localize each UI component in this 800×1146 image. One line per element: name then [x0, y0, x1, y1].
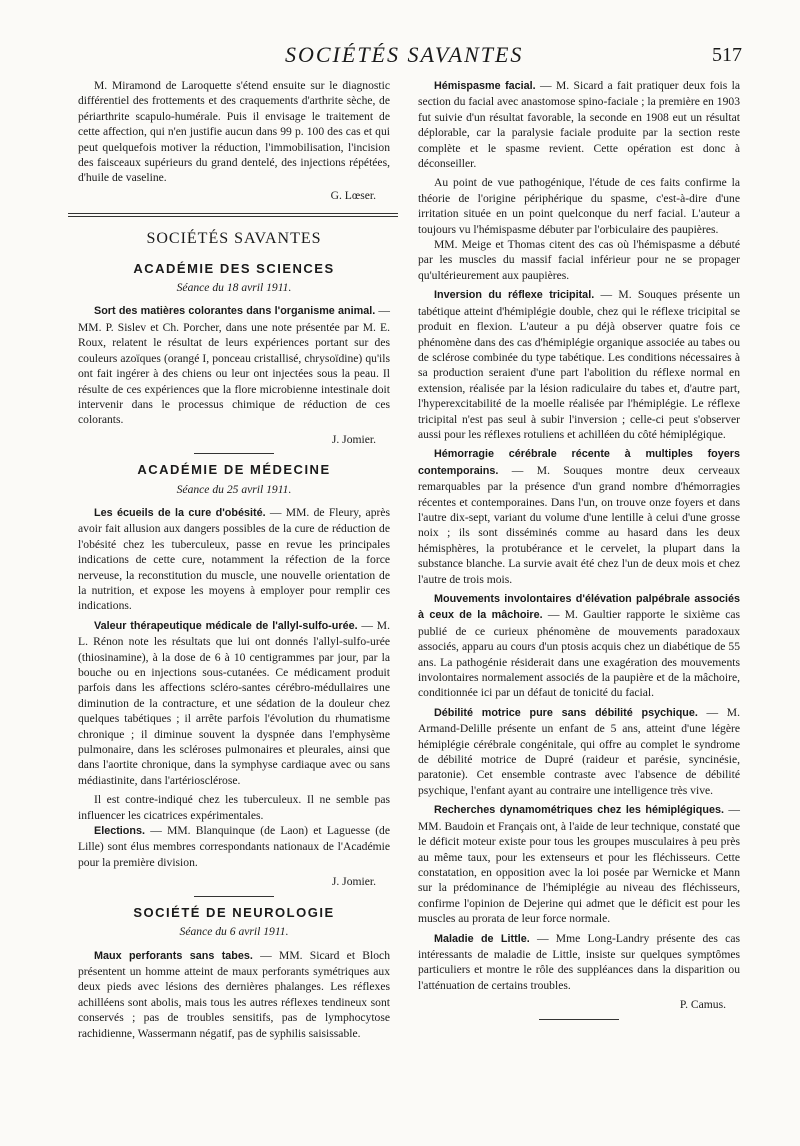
seance-date: Séance du 18 avril 1911. [176, 281, 292, 295]
article-lead: Les écueils de la cure d'obésité. [94, 506, 266, 519]
article-lead: Inversion du réflexe tricipital. [434, 289, 595, 302]
right-column [418, 78, 740, 1028]
running-title: SOCIÉTÉS SAVANTES [285, 42, 524, 67]
article-item [78, 303, 390, 427]
seance-date: Séance du 25 avril 1911. [176, 482, 292, 496]
article-item [418, 78, 740, 171]
page-number: 517 [712, 44, 742, 66]
seance-date: Séance du 6 avril 1911. [179, 925, 289, 939]
article-item [78, 618, 390, 788]
article-text: — M. Souques présente un tabétique atteint d'hémiplégie double, chez qui le réflexe tricipital se produit en flexion. L'auteur a pu déjà observer quatre fois ce phénomène dans des cas d'hémiplégie organique associée au tabes ou de sclérose combinée du type tabétique. Les conditions nécessaires à sa production seraient d'une part l'abolition du réflexe normal en extension, réalisée par la lésion radiculaire du tabes et, d'autre part, l'hyperexcitabilité de la moelle réalisée par l'hémiplégie. Le réflexe tricipital n'est pas seul à subir l'inversion ; celle-ci peut s'observer aussi pour les réflexes rotuliens et achilléen du côté hémiplégique. [418, 288, 740, 441]
signature: J. Jomier. [331, 432, 376, 446]
article-item [418, 705, 740, 798]
article-item [418, 287, 740, 442]
article-lead: Mouvements involontaires d'élévation palpébrale associés à ceux de la mâchoire. [418, 593, 740, 622]
article-lead: Maux perforants sans tabes. [94, 949, 253, 962]
article-text: — Mme Long-Landry présente des cas intéressants de maladie de Little, insiste sur quelques symptômes particuliers et montre le rôle des suppléances dans la disparition ou l'atténuation de certains troubles. [418, 931, 740, 992]
signature: P. Camus. [679, 998, 726, 1012]
article-paragraph: Il est contre-indiqué chez les tuberculeux. Il ne semble pas influencer les cicatrices expérimentales. [78, 793, 390, 822]
article-text: — M. Armand-Delille présente un enfant de 5 ans, atteint d'une légère hémiplégie cérébrale congénitale, qui offre au complet le syndrome de débilité motrice de Dupré (raideur et parésie, syncinésie, paratonie). Cet ensemble contraste avec l'absence de débilité psychique, l'enfant ayant au contraire une intelligence très vive. [418, 705, 740, 797]
article-text: — MM. Baudoin et Français ont, à l'aide de leur technique, constaté que le déficit moteur existe pour tous les groupes musculaires à peu près au même taux, pour les extenseurs et pour les fléchisseurs. Cette constatation, en opposition avec la loi posée par Wernicke et Mann sur la prédominance de l'hémiplégie au niveau des fléchisseurs, confirme l'opinion de Dejerine qui admet que le déficit est pour les muscles au prorata de leur force normale. [418, 803, 740, 926]
article-paragraph: Au point de vue pathogénique, l'étude de ces faits confirme la théorie de l'origine périphérique du spasme, c'est-à-dire d'une irritation située en un point quelconque du nerf facial. L'auteur a toujours vu l'hémispasme débuter par l'orbiculaire des paupières. [418, 176, 740, 236]
article-text: — M. L. Rénon note les résultats que lui ont donnés l'allyl-sulfo-urée (thiosinamine), à la dose de 6 à 10 centigrammes par jour, par la bouche ou en injections sous-cutanées. Ce médicament produit parfois dans les affections scléro-santes cérébro-médullaires une diminution de la contracture, et une sédation de la douleur chez quelques tabétiques ; il arrête parfois l'évolution du rhumatisme chronique ; il diminue souvent la dyspnée dans l'emphysème pulmonaire, dans les scléroses pulmonaires et pleurales, ainsi que dans l'aortite chronique, dans la symphyse cardiaque avec ou sans médiastinite, dans l'artériosclérose. [78, 618, 390, 787]
article-lead: Elections. [94, 825, 146, 838]
article-item [418, 802, 740, 926]
article-item [78, 948, 390, 1041]
article-text: — MM. Blanquinque (de Laon) et Laguesse (de Lille) sont élus membres correspondants nationaux de l'Académie pour la première division. [78, 824, 390, 869]
left-column [78, 78, 390, 1045]
heading-academie-medecine: ACADÉMIE DE MÉDECINE [137, 462, 331, 478]
article-item [78, 505, 390, 614]
article-paragraph: MM. Meige et Thomas citent des cas où l'hémispasme a débuté par les muscles du massif facial inférieur pour ne se propager qu'ultérieurement aux paupières. [418, 238, 740, 282]
article-lead: Sort des matières colorantes dans l'organisme animal. [94, 305, 376, 318]
divider [68, 213, 398, 217]
divider [194, 453, 274, 454]
article-text: — MM. Sicard et Bloch présentent un homme atteint de maux perforants symétriques aux deux pieds avec lésions des dernières phalanges. Les réflexes achilléens sont abolis, mais tous les autres réflexes tendineux sont conservés ; pas de troubles sensitifs, pas de lymphocytose rachidienne, Wassermann négatif, pas de syphilis saisissable. [78, 948, 391, 1040]
heading-neurologie: SOCIÉTÉ DE NEUROLOGIE [133, 904, 335, 920]
divider [539, 1019, 619, 1020]
article-lead: Débilité motrice pure sans débilité psychique. [434, 706, 698, 719]
article-text: — M. Sicard a fait pratiquer deux fois la section du facial avec anastomose spino-faciale ; la première en 1903 fut suivie d'un résultat favorable, la seconde en 1908 eut un résultat déplorable, car la paralysie faciale produite par la section reste complète et le spasme revient. Cette opération est donc à déconseiller. [418, 79, 740, 171]
article-lead: Hémorragie cérébrale récente à multiples foyers contemporains. [418, 448, 740, 477]
article-text: — MM. P. Sislev et Ch. Porcher, dans une note présentée par M. E. Roux, relatent le résultat de leurs expériences portant sur des couleurs azoïques (orangé I, ponceau cristallisé, chrysoïdine) qu'ils ont fait ingérer à des chiens ou leur ont injectées sous la peau. Il résulte de ces expériences que la flore microbienne intestinale doit intervenir dans le processus chimique de réduction de ces colorants. [78, 304, 390, 427]
article-text: — M. Souques montre deux cerveaux remarquables par la présence d'un grand nombre d'hémorragies récentes et contemporaines. Dans l'un, on trouve onze foyers et dans l'autre dix-sept, variant du volume d'une lentille à celui d'une grosse noix ; ils sont disséminés comme au hasard dans les deux hémisphères, la protubérance et le cervelet, la plupart dans la substance blanche. La survie avait été chez l'un de deux mois et chez l'autre de trois mois. [418, 463, 740, 586]
article-item [418, 446, 740, 587]
article-text: — MM. de Fleury, après avoir fait allusion aux dangers possibles de la cure de réduction de l'obésité chez les tuberculeux, passe en revue les principales indications de cette cure, notamment la réfection de la force nerveuse, la reconstitution du muscle, une nouvelle orientation de la nutrition, et expose les moyens à employer pour remplir ces indications. [78, 505, 391, 613]
article-lead: Valeur thérapeutique médicale de l'allyl-sulfo-urée. [94, 619, 358, 632]
signature: G. Lœser. [330, 188, 376, 202]
article-item [418, 931, 740, 994]
article-item [78, 823, 390, 870]
signature: J. Jomier. [331, 875, 376, 889]
heading-academie-sciences: ACADÉMIE DES SCIENCES [133, 260, 335, 276]
article-lead: Hémispasme facial. [434, 80, 536, 92]
article-item [418, 591, 740, 701]
divider [194, 896, 274, 897]
running-head [0, 40, 800, 70]
article-text: — M. Gaultier rapporte le sixième cas publié de ce curieux phénomène de mouvements paradoxaux associés, apparu au cours d'un ptosis acquis chez un diabétique de 55 ans. La pathogénie résiderait dans une exagération des mouvements involontaires normalement associés de la paupière et de la mâchoire, conditionnée ici par un défaut de tonicité du facial. [418, 608, 740, 700]
article-lead: Maladie de Little. [434, 932, 530, 945]
intro-paragraph: M. Miramond de Laroquette s'étend ensuite sur le diagnostic différentiel des frottements et des craquements d'arthrite sèche, de périarthrite scapulo-humérale. Puis il envisage le traitement de cette affection, qui n'en justifie aucun dans 99 p. 100 des cas et qui peut quelquefois motiver la réduction, l'immobilisation, l'incision des faisceaux supérieurs du grand dentelé, des injections répétées, d'huile de vaseline. [78, 79, 390, 185]
article-lead: Recherches dynamométriques chez les hémiplégiques. [434, 804, 724, 817]
section-title: SOCIÉTÉS SAVANTES [146, 230, 322, 248]
